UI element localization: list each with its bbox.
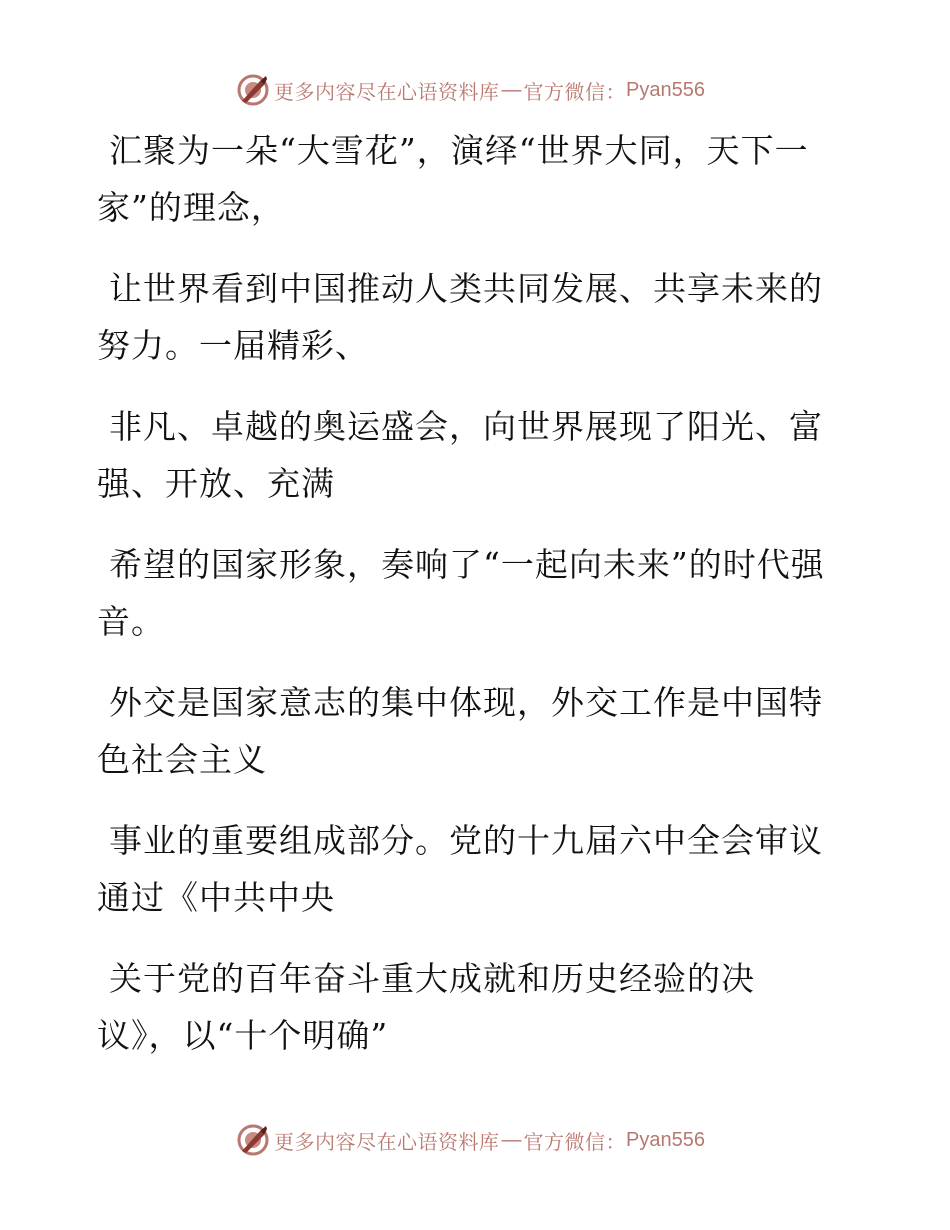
- header-watermark: [236, 72, 705, 108]
- pen-logo-icon: [236, 73, 270, 107]
- pen-logo-icon: [236, 1123, 270, 1157]
- paragraph-text: 事业的重要组成部分。党的十九届六中全会审议通过《中共中央: [97, 821, 823, 917]
- footer-watermark: [236, 1122, 705, 1158]
- watermark-title: 更多内容尽在心语资料库: [274, 1129, 500, 1154]
- document-body: [97, 122, 837, 1088]
- watermark-label: 官方微信：: [523, 79, 626, 104]
- watermark-title: 更多内容尽在心语资料库: [274, 79, 500, 104]
- paragraph: [97, 674, 837, 788]
- watermark-separator: —: [501, 1128, 522, 1151]
- paragraph-text: 外交是国家意志的集中体现，外交工作是中国特色社会主义: [97, 683, 823, 779]
- paragraph-text: 让世界看到中国推动人类共同发展、共享未来的努力。一届精彩、: [97, 269, 823, 365]
- paragraph: [97, 950, 837, 1064]
- paragraph-text: 非凡、卓越的奥运盛会，向世界展现了阳光、富强、开放、充满: [97, 407, 823, 503]
- watermark-label: 官方微信：: [523, 1129, 626, 1154]
- paragraph-text: 汇聚为一朵“大雪花”，演绎“世界大同，天下一家”的理念，: [97, 131, 809, 227]
- paragraph-text: 关于党的百年奋斗重大成就和历史经验的决议》，以“十个明确”: [97, 959, 755, 1055]
- paragraph-text: 希望的国家形象，奏响了“一起向未来”的时代强音。: [97, 545, 825, 641]
- paragraph: [97, 536, 837, 650]
- paragraph: [97, 812, 837, 926]
- paragraph: [97, 122, 837, 236]
- paragraph: [97, 260, 837, 374]
- paragraph: [97, 398, 837, 512]
- watermark-wechat-id: Pyan556: [626, 1128, 705, 1151]
- watermark-wechat-id: Pyan556: [626, 78, 705, 101]
- watermark-separator: —: [501, 78, 522, 101]
